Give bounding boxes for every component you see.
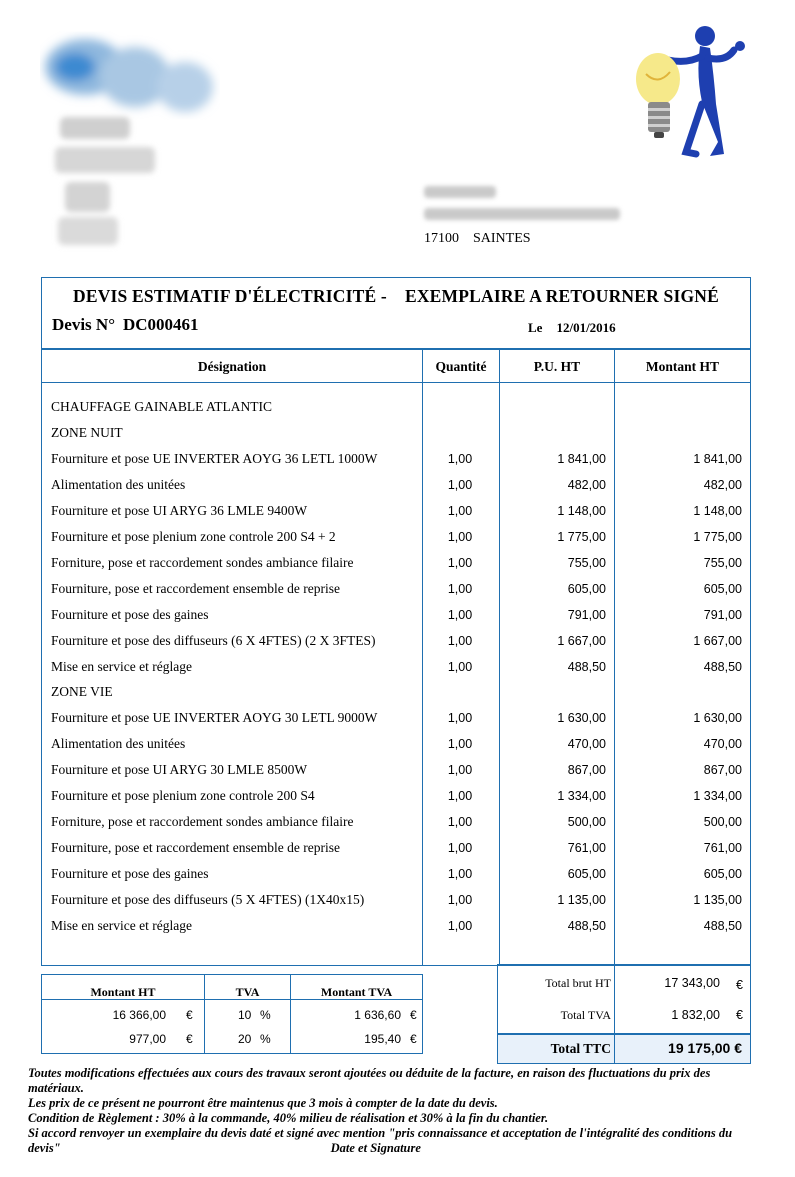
row-quantity: 1,00 [447, 503, 473, 518]
row-quantity: 1,00 [447, 451, 473, 466]
row-amount: 605,00 [703, 867, 742, 882]
vat-table [41, 974, 423, 1054]
row-designation: Fourniture et pose des gaines [51, 606, 209, 622]
row-quantity: 1,00 [447, 919, 473, 933]
row-designation: Fourniture et pose UI ARYG 36 LMLE 9400W [51, 502, 308, 518]
row-quantity: 1,00 [447, 633, 473, 648]
note-acceptance [28, 1126, 768, 1156]
row-unit-price: 605,00 [567, 581, 606, 596]
row-amount: 1 667,00 [693, 633, 742, 648]
row-quantity: 1,00 [447, 737, 473, 752]
devis-title-box [41, 277, 751, 350]
row-unit-price: 1 775,00 [557, 529, 606, 544]
row-amount: 488,50 [703, 919, 742, 933]
row-quantity: 1,00 [447, 607, 473, 622]
row-quantity: 1,00 [447, 841, 473, 856]
row-designation: Forniture, pose et raccordement sondes ambiance filaire [51, 814, 354, 830]
devis-label: Devis N° [52, 315, 115, 334]
row-designation: Fourniture et pose UI ARYG 30 LMLE 8500W [51, 762, 308, 778]
title-part1: DEVIS ESTIMATIF D'ÉLECTRICITÉ - [72, 286, 387, 306]
vat-currency2: € [410, 1032, 417, 1046]
items-table [41, 348, 751, 966]
vat-percent: % [260, 1008, 271, 1022]
table-row [42, 684, 750, 710]
row-designation: Forniture, pose et raccordement sondes ambiance filaire [51, 554, 354, 570]
table-row [42, 918, 750, 944]
row-unit-price: 470,00 [567, 737, 606, 752]
row-amount: 1 334,00 [693, 789, 742, 804]
devis-number [52, 315, 199, 335]
row-quantity: 1,00 [447, 711, 473, 726]
table-row [42, 762, 750, 788]
row-designation: Fourniture et pose plenium zone controle 200 S4 + 2 [51, 528, 336, 544]
row-designation: CHAUFFAGE GAINABLE ATLANTIC [51, 399, 272, 414]
row-unit-price: 1 148,00 [557, 503, 606, 518]
table-row [42, 892, 750, 918]
row-unit-price: 488,50 [567, 659, 606, 674]
table-row [42, 736, 750, 762]
row-unit-price: 761,00 [567, 841, 606, 856]
table-row [42, 399, 750, 425]
row-designation: Mise en service et réglage [51, 658, 192, 674]
table-row [42, 814, 750, 840]
conditions-notes [28, 1066, 768, 1156]
row-designation: Fourniture et pose des gaines [51, 866, 209, 882]
table-row [42, 555, 750, 581]
row-amount: 1 148,00 [693, 503, 742, 518]
row-quantity: 1,00 [447, 763, 473, 778]
table-row [42, 607, 750, 633]
row-quantity: 1,00 [447, 477, 473, 492]
row-unit-price: 1 135,00 [557, 893, 606, 908]
date-label: Le [528, 320, 543, 335]
row-unit-price: 755,00 [567, 555, 606, 570]
row-designation: ZONE NUIT [51, 424, 123, 440]
row-amount: 1 841,00 [693, 451, 742, 466]
vat-montant-ht: 977,00 [129, 1032, 166, 1046]
row-designation: Mise en service et réglage [51, 918, 192, 933]
title-part2: EXEMPLAIRE A RETOURNER SIGNÉ [404, 286, 719, 306]
vat-header-montant-ht: Montant HT [90, 985, 156, 999]
vat-header-montant-tva: Montant TVA [320, 985, 393, 999]
totals-box [497, 964, 751, 1064]
row-quantity: 1,00 [447, 867, 473, 882]
date-value: 12/01/2016 [556, 320, 616, 335]
table-row [42, 659, 750, 685]
row-designation: Fourniture et pose des diffuseurs (6 X 4FTES) (2 X 3FTES) [51, 632, 376, 648]
row-amount: 488,50 [703, 659, 742, 674]
company-city [424, 231, 545, 247]
company-street-redacted [424, 208, 620, 220]
row-unit-price: 791,00 [567, 607, 606, 622]
row-amount: 1 135,00 [693, 893, 742, 908]
note-payment-terms: Condition de Règlement : 30% à la commande, 40% milieu de réalisation et 30% à la fin du chantier. [28, 1111, 549, 1125]
total-ttc-label: Total TTC [550, 1041, 611, 1056]
total-tva-currency: € [736, 1008, 743, 1022]
row-quantity: 1,00 [447, 581, 473, 596]
table-row [42, 710, 750, 736]
vat-rate: 20 [238, 1032, 252, 1046]
vat-header-tva: TVA [235, 985, 260, 999]
table-row [42, 840, 750, 866]
table-row [42, 866, 750, 892]
vat-percent: % [260, 1032, 271, 1046]
table-row [42, 581, 750, 607]
total-ttc-row [498, 1033, 750, 1063]
row-designation: Fourniture, pose et raccordement ensemble de reprise [51, 580, 341, 596]
table-row [42, 633, 750, 659]
row-amount: 500,00 [703, 815, 742, 830]
header-pu-ht: P.U. HT [533, 359, 581, 374]
row-unit-price: 1 841,00 [557, 451, 606, 466]
company-name-redacted [424, 186, 496, 198]
row-designation: ZONE VIE [51, 684, 113, 700]
row-unit-price: 867,00 [567, 763, 606, 778]
row-amount: 1 630,00 [693, 711, 742, 726]
vat-montant-tva: 195,40 [364, 1032, 401, 1046]
table-row [42, 529, 750, 555]
total-brut-value: 17 343,00 [664, 976, 720, 990]
row-quantity: 1,00 [447, 789, 473, 804]
row-unit-price: 482,00 [567, 477, 606, 492]
total-tva-label: Total TVA [560, 1008, 611, 1022]
row-quantity: 1,00 [447, 659, 473, 674]
row-quantity: 1,00 [447, 555, 473, 570]
city-name: SAINTES [473, 231, 531, 246]
row-unit-price: 1 334,00 [557, 789, 606, 804]
row-amount: 791,00 [703, 607, 742, 622]
row-designation: Fourniture et pose UE INVERTER AOYG 36 LETL 1000W [51, 450, 378, 466]
row-designation: Alimentation des unitées [51, 476, 186, 492]
row-amount: 482,00 [703, 477, 742, 492]
row-amount: 867,00 [703, 763, 742, 778]
row-designation: Fourniture et pose plenium zone controle 200 S4 [51, 788, 315, 804]
total-brut-label: Total brut HT [545, 976, 611, 990]
header-designation: Désignation [197, 359, 267, 374]
city-postcode: 17100 [424, 231, 459, 246]
devis-date [528, 320, 616, 336]
note-validity: Les prix de ce présent ne pourront être maintenus que 3 mois à compter de la date du devis. [28, 1096, 498, 1110]
vat-montant-ht: 16 366,00 [112, 1008, 166, 1022]
vat-currency2: € [410, 1008, 417, 1022]
row-quantity: 1,00 [447, 893, 473, 908]
row-designation: Fourniture et pose UE INVERTER AOYG 30 LETL 9000W [51, 710, 378, 726]
table-row [42, 503, 750, 529]
table-row [42, 788, 750, 814]
row-quantity: 1,00 [447, 815, 473, 830]
signature-label: Date et Signature [330, 1141, 421, 1155]
row-amount: 470,00 [703, 737, 742, 752]
vat-currency: € [186, 1008, 193, 1022]
note-acceptance-text: Si accord renvoyer un exemplaire du devis daté et signé avec mention "pris connaissance et acceptation de l'intégralité des conditions du devis" [28, 1126, 733, 1155]
row-amount: 755,00 [703, 555, 742, 570]
total-ttc-value: 19 175,00 € [668, 1040, 742, 1056]
row-unit-price: 488,50 [567, 919, 606, 933]
lightbulb-mascot-logo [630, 24, 750, 164]
company-logo [40, 22, 220, 262]
row-designation: Fourniture, pose et raccordement ensemble de reprise [51, 840, 341, 856]
header-quantite: Quantité [435, 359, 487, 374]
row-unit-price: 500,00 [567, 815, 606, 830]
total-tva-value: 1 832,00 [671, 1008, 720, 1022]
devis-title [42, 286, 750, 307]
row-unit-price: 605,00 [567, 867, 606, 882]
row-amount: 761,00 [703, 841, 742, 856]
table-row [42, 477, 750, 503]
total-brut-currency: € [736, 978, 743, 992]
table-row [42, 451, 750, 477]
row-unit-price: 1 630,00 [557, 711, 606, 726]
row-designation: Fourniture et pose des diffuseurs (5 X 4FTES) (1X40x15) [51, 892, 365, 908]
row-designation: Alimentation des unitées [51, 736, 186, 752]
devis-number-value: DC000461 [123, 315, 199, 334]
row-unit-price: 1 667,00 [557, 633, 606, 648]
row-amount: 605,00 [703, 581, 742, 596]
vat-rate: 10 [238, 1008, 252, 1022]
table-row [42, 425, 750, 451]
row-quantity: 1,00 [447, 529, 473, 544]
vat-currency: € [186, 1032, 193, 1046]
vat-montant-tva: 1 636,60 [354, 1008, 401, 1022]
note-modifications: Toutes modifications effectuées aux cours des travaux seront ajoutées ou déduite de la facture, en raison des fluctuations du prix des matériaux. [28, 1066, 711, 1095]
row-amount: 1 775,00 [693, 529, 742, 544]
header-montant-ht: Montant HT [645, 359, 720, 374]
